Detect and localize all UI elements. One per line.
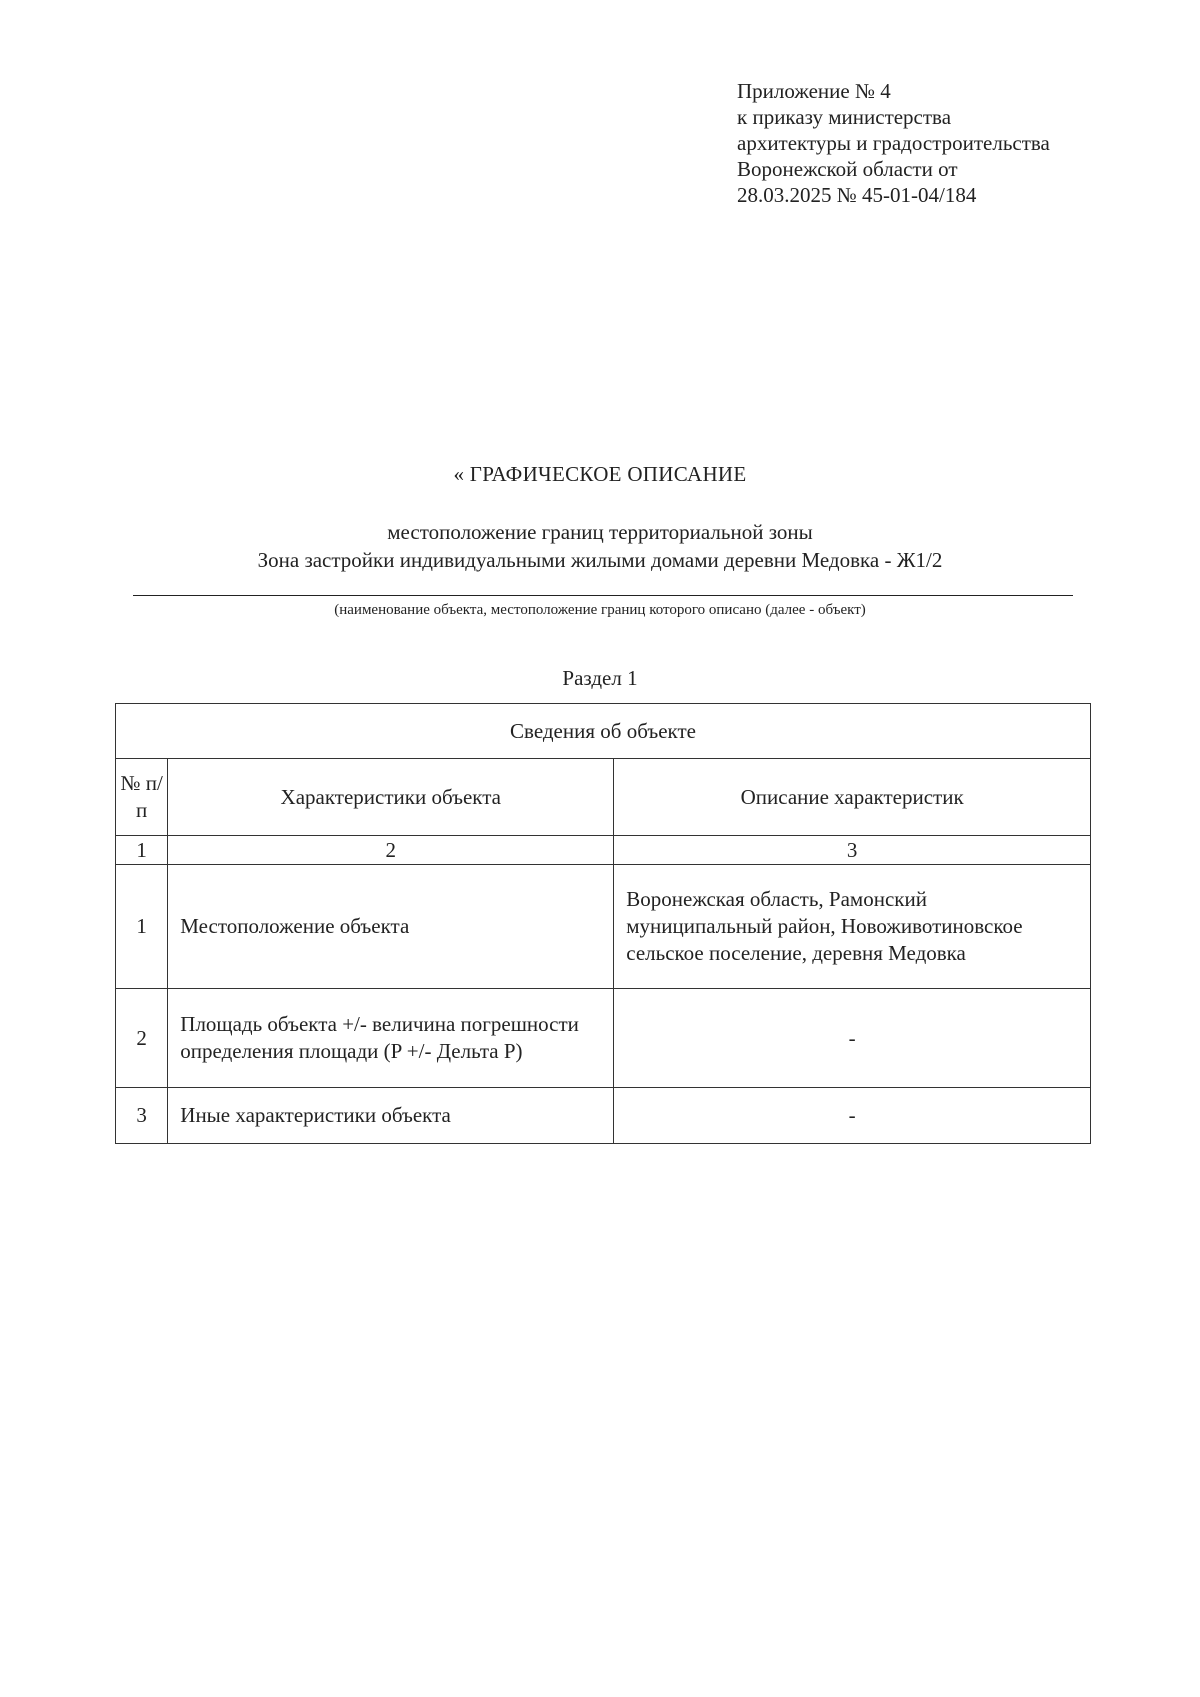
section-label: Раздел 1 bbox=[562, 666, 638, 690]
column-number: 2 bbox=[168, 836, 614, 865]
header-description: Описание характеристик bbox=[614, 759, 1091, 836]
row-description: Воронежская область, Рамонский муниципальный район, Новоживотиновское сельское поселение, деревня Медовка bbox=[614, 865, 1091, 989]
row-number: 2 bbox=[116, 989, 168, 1088]
document-subtitle-line1: местоположение границ территориальной зоны bbox=[387, 520, 813, 544]
header-characteristics: Характеристики объекта bbox=[168, 759, 614, 836]
column-number: 1 bbox=[116, 836, 168, 865]
header-number: № п/п bbox=[116, 759, 168, 836]
appendix-block bbox=[737, 78, 1050, 208]
appendix-line: к приказу министерства bbox=[737, 105, 952, 129]
object-info-table bbox=[115, 703, 1091, 1144]
column-number-row bbox=[116, 836, 1091, 865]
table-header-row bbox=[116, 759, 1091, 836]
row-description: - bbox=[614, 989, 1091, 1088]
table-title: Сведения об объекте bbox=[116, 704, 1091, 759]
underline-divider bbox=[133, 595, 1073, 596]
row-description: - bbox=[614, 1088, 1091, 1144]
table-title-row bbox=[116, 704, 1091, 759]
appendix-line: архитектуры и градостроительства bbox=[737, 131, 1050, 155]
row-characteristic: Местоположение объекта bbox=[168, 865, 614, 989]
table-row bbox=[116, 1088, 1091, 1144]
document-title: « ГРАФИЧЕСКОЕ ОПИСАНИЕ bbox=[453, 462, 747, 486]
table-row bbox=[116, 989, 1091, 1088]
document-subtitle-line2: Зона застройки индивидуальными жилыми домами деревни Медовка - Ж1/2 bbox=[257, 548, 943, 572]
table-row bbox=[116, 865, 1091, 989]
object-caption: (наименование объекта, местоположение границ которого описано (далее - объект) bbox=[334, 602, 866, 618]
column-number: 3 bbox=[614, 836, 1091, 865]
row-number: 3 bbox=[116, 1088, 168, 1144]
row-characteristic: Иные характеристики объекта bbox=[168, 1088, 614, 1144]
row-characteristic: Площадь объекта +/- величина погрешности определения площади (P +/- Дельта P) bbox=[168, 989, 614, 1088]
appendix-line: 28.03.2025 № 45-01-04/184 bbox=[737, 183, 977, 207]
appendix-line: Воронежской области от bbox=[737, 157, 958, 181]
row-number: 1 bbox=[116, 865, 168, 989]
appendix-line: Приложение № 4 bbox=[737, 79, 891, 103]
